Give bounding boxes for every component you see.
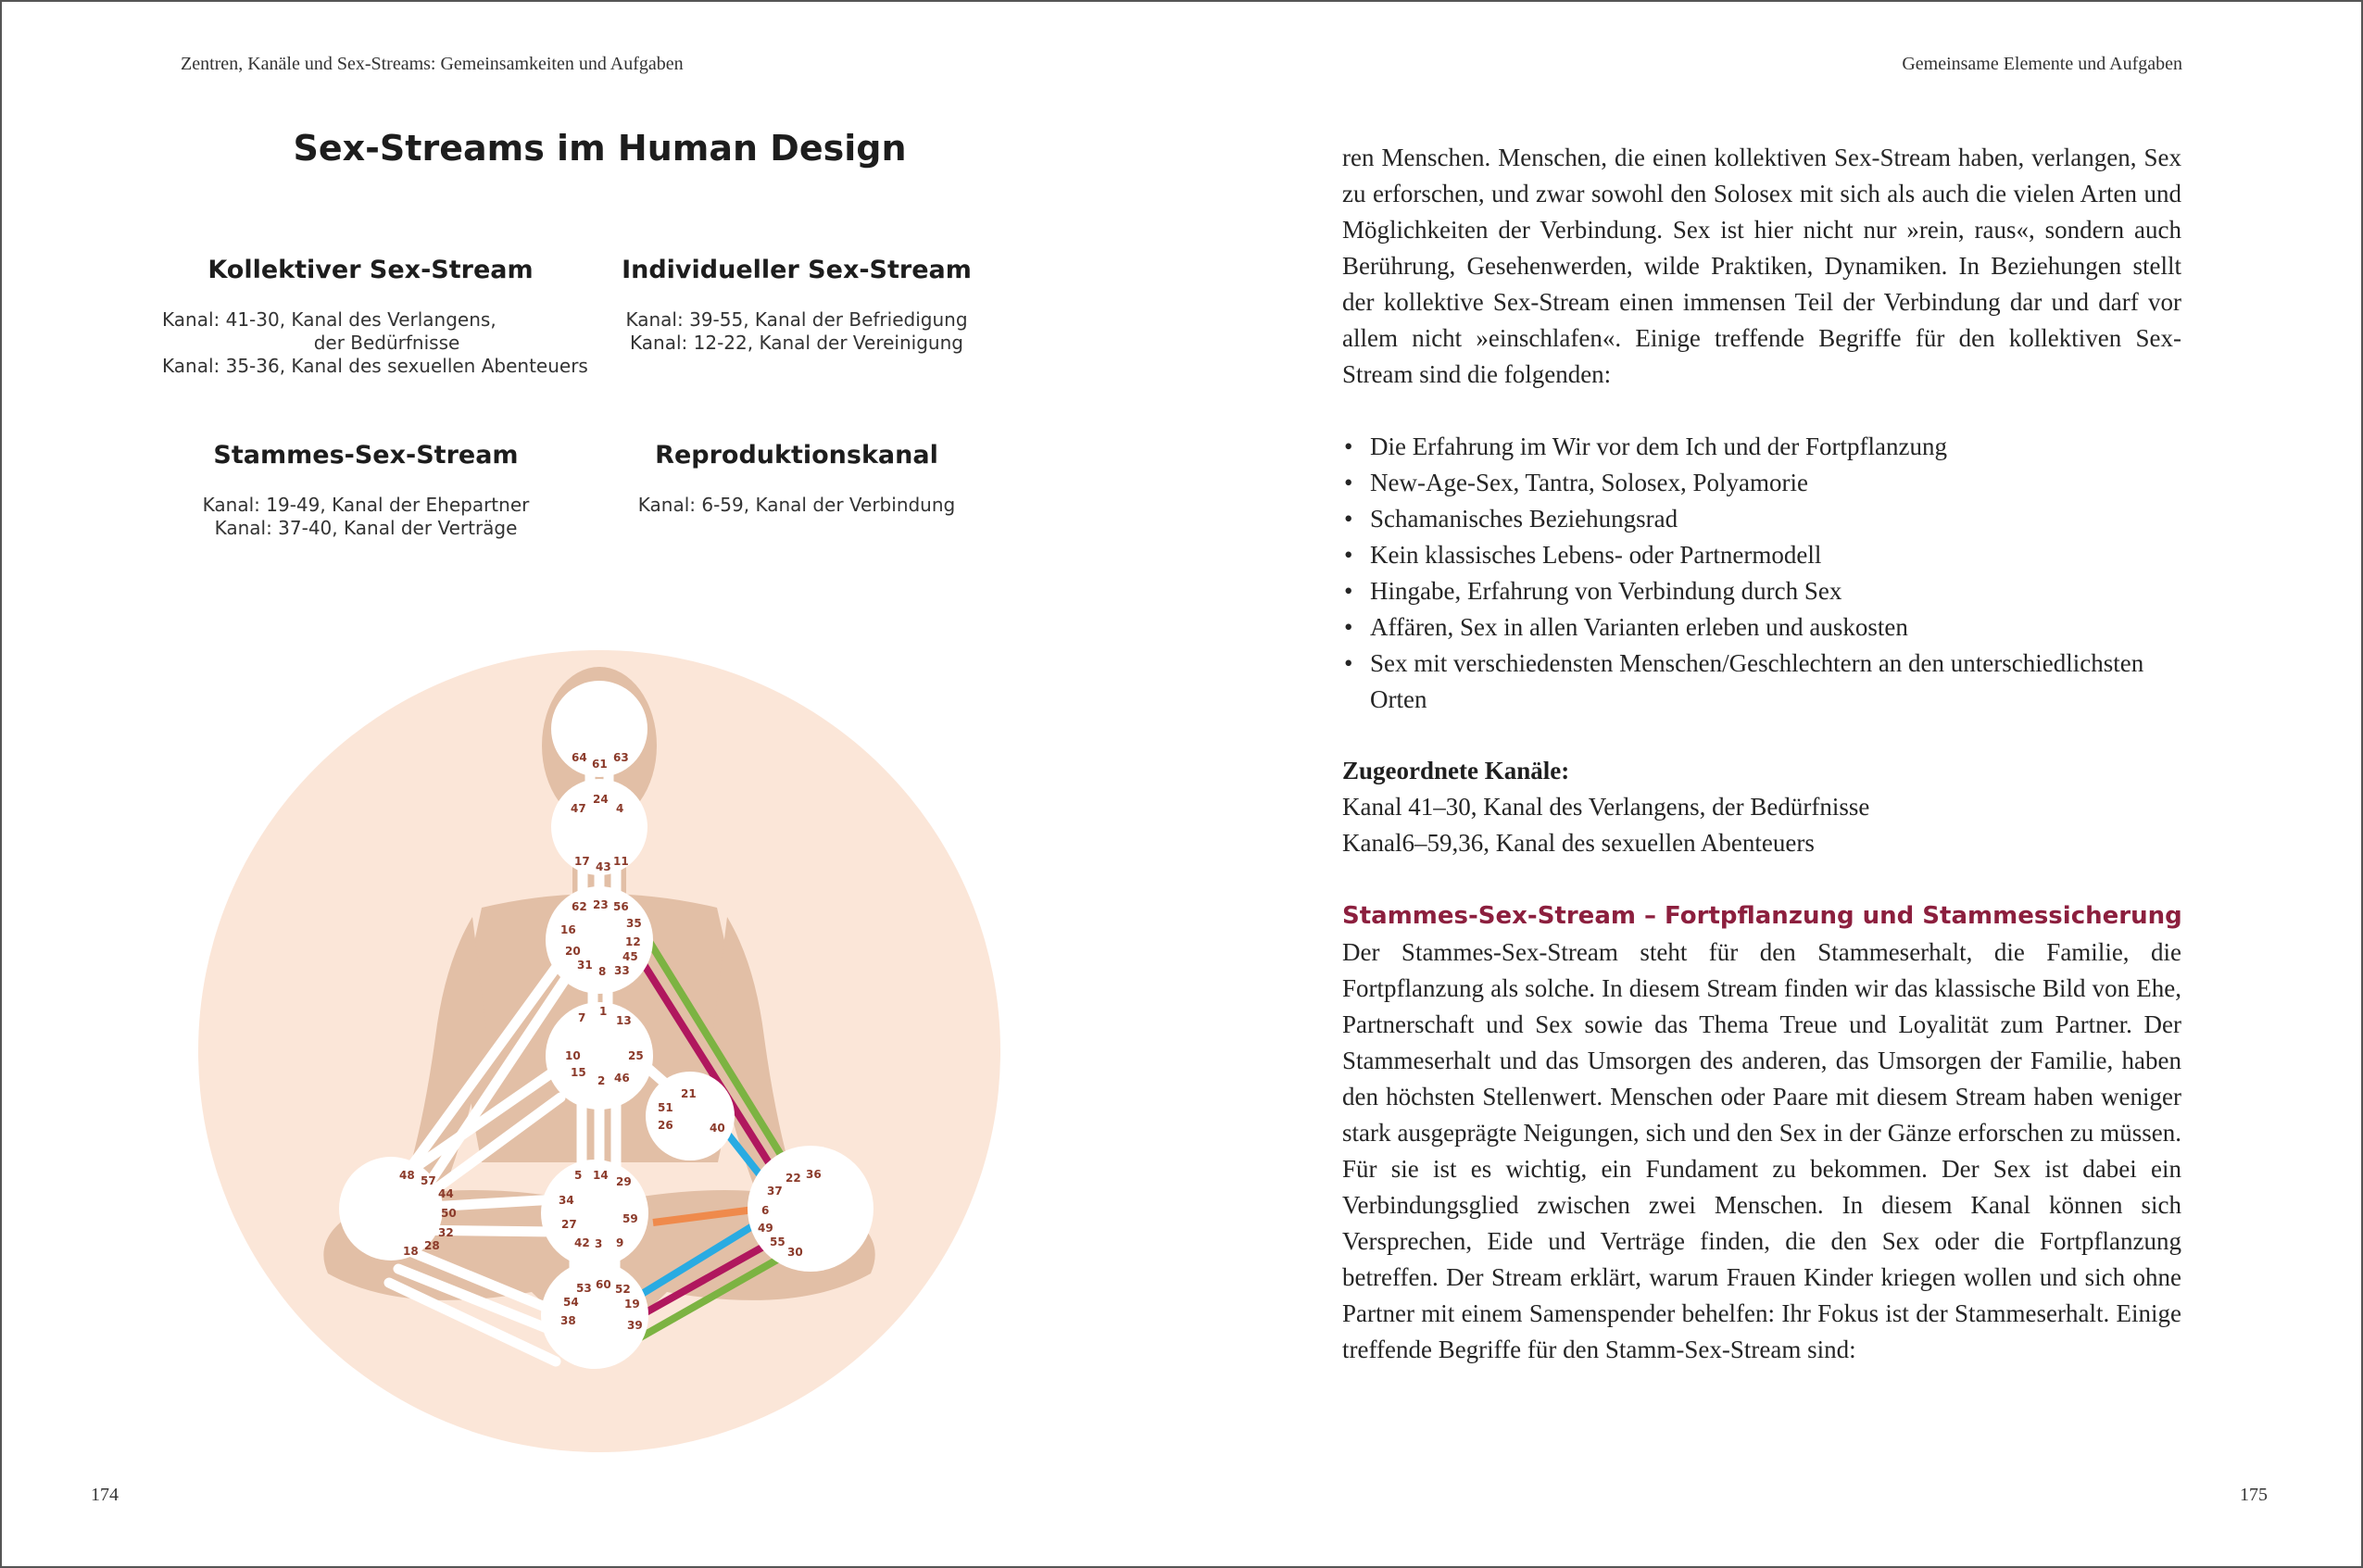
gate-label: 24: [593, 793, 609, 806]
gate-label: 18: [403, 1245, 419, 1258]
gate-label: 47: [571, 802, 586, 815]
gate-label: 7: [578, 1011, 586, 1024]
gate-label: 8: [598, 965, 607, 978]
bullet-list: [1342, 429, 2181, 718]
stream-line: Kanal: 41-30, Kanal des Verlangens,: [162, 308, 496, 331]
stream-heading: Stammes-Sex-Stream: [213, 441, 519, 470]
gate-label: 50: [441, 1207, 457, 1220]
gate-label: 57: [421, 1174, 436, 1187]
gate-label: 33: [614, 964, 630, 977]
gate-label: 12: [625, 935, 641, 948]
stream-line: Kanal: 39-55, Kanal der Befriedigung: [625, 308, 968, 331]
gate-label: 51: [658, 1101, 673, 1114]
stream-heading: Reproduktionskanal: [655, 441, 938, 470]
gate-label: 37: [767, 1185, 783, 1198]
gate-label: 62: [572, 900, 587, 913]
gate-label: 20: [565, 945, 581, 958]
page-number-left: 174: [91, 1485, 119, 1505]
list-item: • Hingabe, Erfahrung von Verbindung durch Sex: [1342, 573, 2181, 609]
gate-label: 44: [438, 1187, 454, 1200]
list-item: • Affären, Sex in allen Varianten erleben und auskosten: [1342, 609, 2181, 646]
gate-label: 1: [599, 1005, 608, 1018]
channel-line: Kanal 41–30, Kanal des Verlangens, der Bedürfnisse: [1342, 793, 1870, 821]
stream-line: Kanal: 19-49, Kanal der Ehepartner: [202, 494, 530, 516]
stream-line: der Bedürfnisse: [313, 332, 460, 354]
gate-label: 52: [615, 1283, 631, 1296]
center-root: [541, 1261, 648, 1369]
gate-label: 61: [592, 758, 608, 771]
gate-label: 17: [574, 855, 590, 868]
gate-label: 38: [560, 1314, 576, 1327]
gate-label: 63: [613, 751, 629, 764]
list-item: • Die Erfahrung im Wir vor dem Ich und der Fortpflanzung: [1342, 429, 2181, 465]
gate-label: 55: [770, 1236, 786, 1248]
gate-label: 29: [616, 1175, 632, 1188]
gate-label: 48: [399, 1169, 415, 1182]
gate-label: 34: [559, 1194, 574, 1207]
gate-label: 10: [565, 1049, 581, 1062]
gate-label: 5: [574, 1169, 583, 1182]
gate-label: 2: [597, 1074, 606, 1087]
list-item: • Sex mit verschiedensten Menschen/Geschlechtern an den unterschiedlichsten Orten: [1342, 646, 2181, 718]
gate-label: 30: [787, 1246, 803, 1259]
channel-line: Kanal6–59,36, Kanal des sexuellen Abenteuers: [1342, 829, 1815, 857]
stream-line: Kanal: 6-59, Kanal der Verbindung: [637, 494, 956, 516]
gate-label: 16: [560, 923, 576, 936]
paragraph-text: Der Stammes-Sex-Stream steht für den Stammeserhalt, die Familie, die Fortpflanzung als solche. In diesem Stream finden wir das klassische Bild von Ehe, Partnerschaft und Sex sowie das Thema Treue und Loyalität zum Partner. Der Stammeserhalt und das Umsorgen des anderen, das Umsorgen der Familie, haben den höchsten Stellenwert. Menschen oder Paare mit diesem Stream haben weniger stark ausgeprägte Neigungen, sich und den Sex in der Gänze erforschen zu müssen. Für sie ist es wichtig, ein Fundament zu bekommen. Der Sex ist dabei ein Verbindungsglied zwischen zwei Menschen. In diesem Kanal können sich Versprechen, Eide und Verträge finden, die den Sex oder die Fortpflanzung betreffen. Der Stream erklärt, warum Frauen Kinder kriegen wollen und sich ohne Partner mit einem Samenspender behelfen: Ihr Fokus ist der Stammeserhalt. Einige treffende Begriffe für den Stamm-Sex-Stream sind:: [1342, 938, 2181, 1363]
gate-label: 40: [710, 1122, 725, 1135]
gate-label: 4: [616, 802, 624, 815]
center-ego: [646, 1072, 735, 1160]
gate-label: 13: [616, 1014, 632, 1027]
gate-label: 21: [681, 1087, 697, 1100]
gate-label: 36: [806, 1168, 822, 1181]
section-paragraph: [1342, 935, 2181, 1368]
gate-label: 60: [596, 1278, 611, 1291]
gate-label: 46: [614, 1072, 630, 1085]
stream-line: Kanal: 12-22, Kanal der Vereinigung: [630, 332, 963, 354]
stream-line: Kanal: 37-40, Kanal der Verträge: [214, 517, 518, 539]
gate-label: 49: [758, 1222, 773, 1235]
channels-list: [1342, 789, 1869, 861]
stream-heading: Kollektiver Sex-Stream: [207, 256, 534, 284]
gate-label: 31: [577, 959, 593, 972]
left-running-head: Zentren, Kanäle und Sex-Streams: Gemeinsamkeiten und Aufgaben: [181, 54, 684, 74]
gate-label: 14: [593, 1169, 609, 1182]
gate-label: 59: [622, 1212, 638, 1225]
gate-label: 32: [438, 1226, 454, 1239]
intro-paragraph: [1342, 140, 2181, 393]
gate-label: 25: [628, 1049, 644, 1062]
paragraph-text: ren Menschen. Menschen, die einen kollektiven Sex-Stream haben, verlangen, Sex zu erforschen, und zwar sowohl den Solosex mit sich als auch die vielen Arten und Möglichkeiten der Verbindung. Sex ist hier nicht nur »rein, raus«, sondern auch Berührung, Gesehenwerden, wilde Praktiken, Dynamiken. In Beziehungen stellt der kollektive Sex-Stream einen immensen Teil der Verbindung dar und darf vor allem nicht »einschlafen«. Einige treffende Begriffe für den kollektiven Sex-Stream sind die folgenden:: [1342, 144, 2181, 388]
gate-label: 19: [624, 1298, 640, 1311]
list-item: • Kein klassisches Lebens- oder Partnermodell: [1342, 537, 2181, 573]
gate-label: 42: [574, 1236, 590, 1249]
list-item: • New-Age-Sex, Tantra, Solosex, Polyamorie: [1342, 465, 2181, 501]
gate-label: 39: [627, 1319, 643, 1332]
section-heading: Stammes-Sex-Stream – Fortpflanzung und Stammessicherung: [1342, 902, 2182, 930]
page-title: Sex-Streams im Human Design: [293, 128, 907, 169]
gate-label: 43: [596, 860, 611, 873]
gate-label: 35: [626, 917, 642, 930]
gate-label: 3: [595, 1237, 603, 1250]
gate-label: 45: [622, 950, 638, 963]
gate-label: 11: [613, 855, 629, 868]
right-running-head: Gemeinsame Elemente und Aufgaben: [1902, 54, 2182, 74]
gate-label: 56: [613, 900, 629, 913]
gate-label: 15: [571, 1066, 586, 1079]
gate-label: 23: [593, 898, 609, 911]
page-number-right: 175: [2240, 1485, 2268, 1505]
gate-label: 6: [761, 1204, 770, 1217]
gate-label: 54: [563, 1296, 579, 1309]
channels-heading: Zugeordnete Kanäle:: [1342, 757, 1570, 784]
gate-label: 26: [658, 1119, 673, 1132]
gate-label: 22: [786, 1172, 801, 1185]
gate-label: 9: [616, 1236, 624, 1249]
list-item: • Schamanisches Beziehungsrad: [1342, 501, 2181, 537]
gate-label: 27: [561, 1218, 577, 1231]
gate-label: 53: [576, 1282, 592, 1295]
stream-heading: Individueller Sex-Stream: [622, 256, 972, 284]
gate-label: 64: [572, 751, 587, 764]
gate-label: 28: [424, 1239, 440, 1252]
stream-line: Kanal: 35-36, Kanal des sexuellen Abenteuers: [162, 355, 588, 377]
